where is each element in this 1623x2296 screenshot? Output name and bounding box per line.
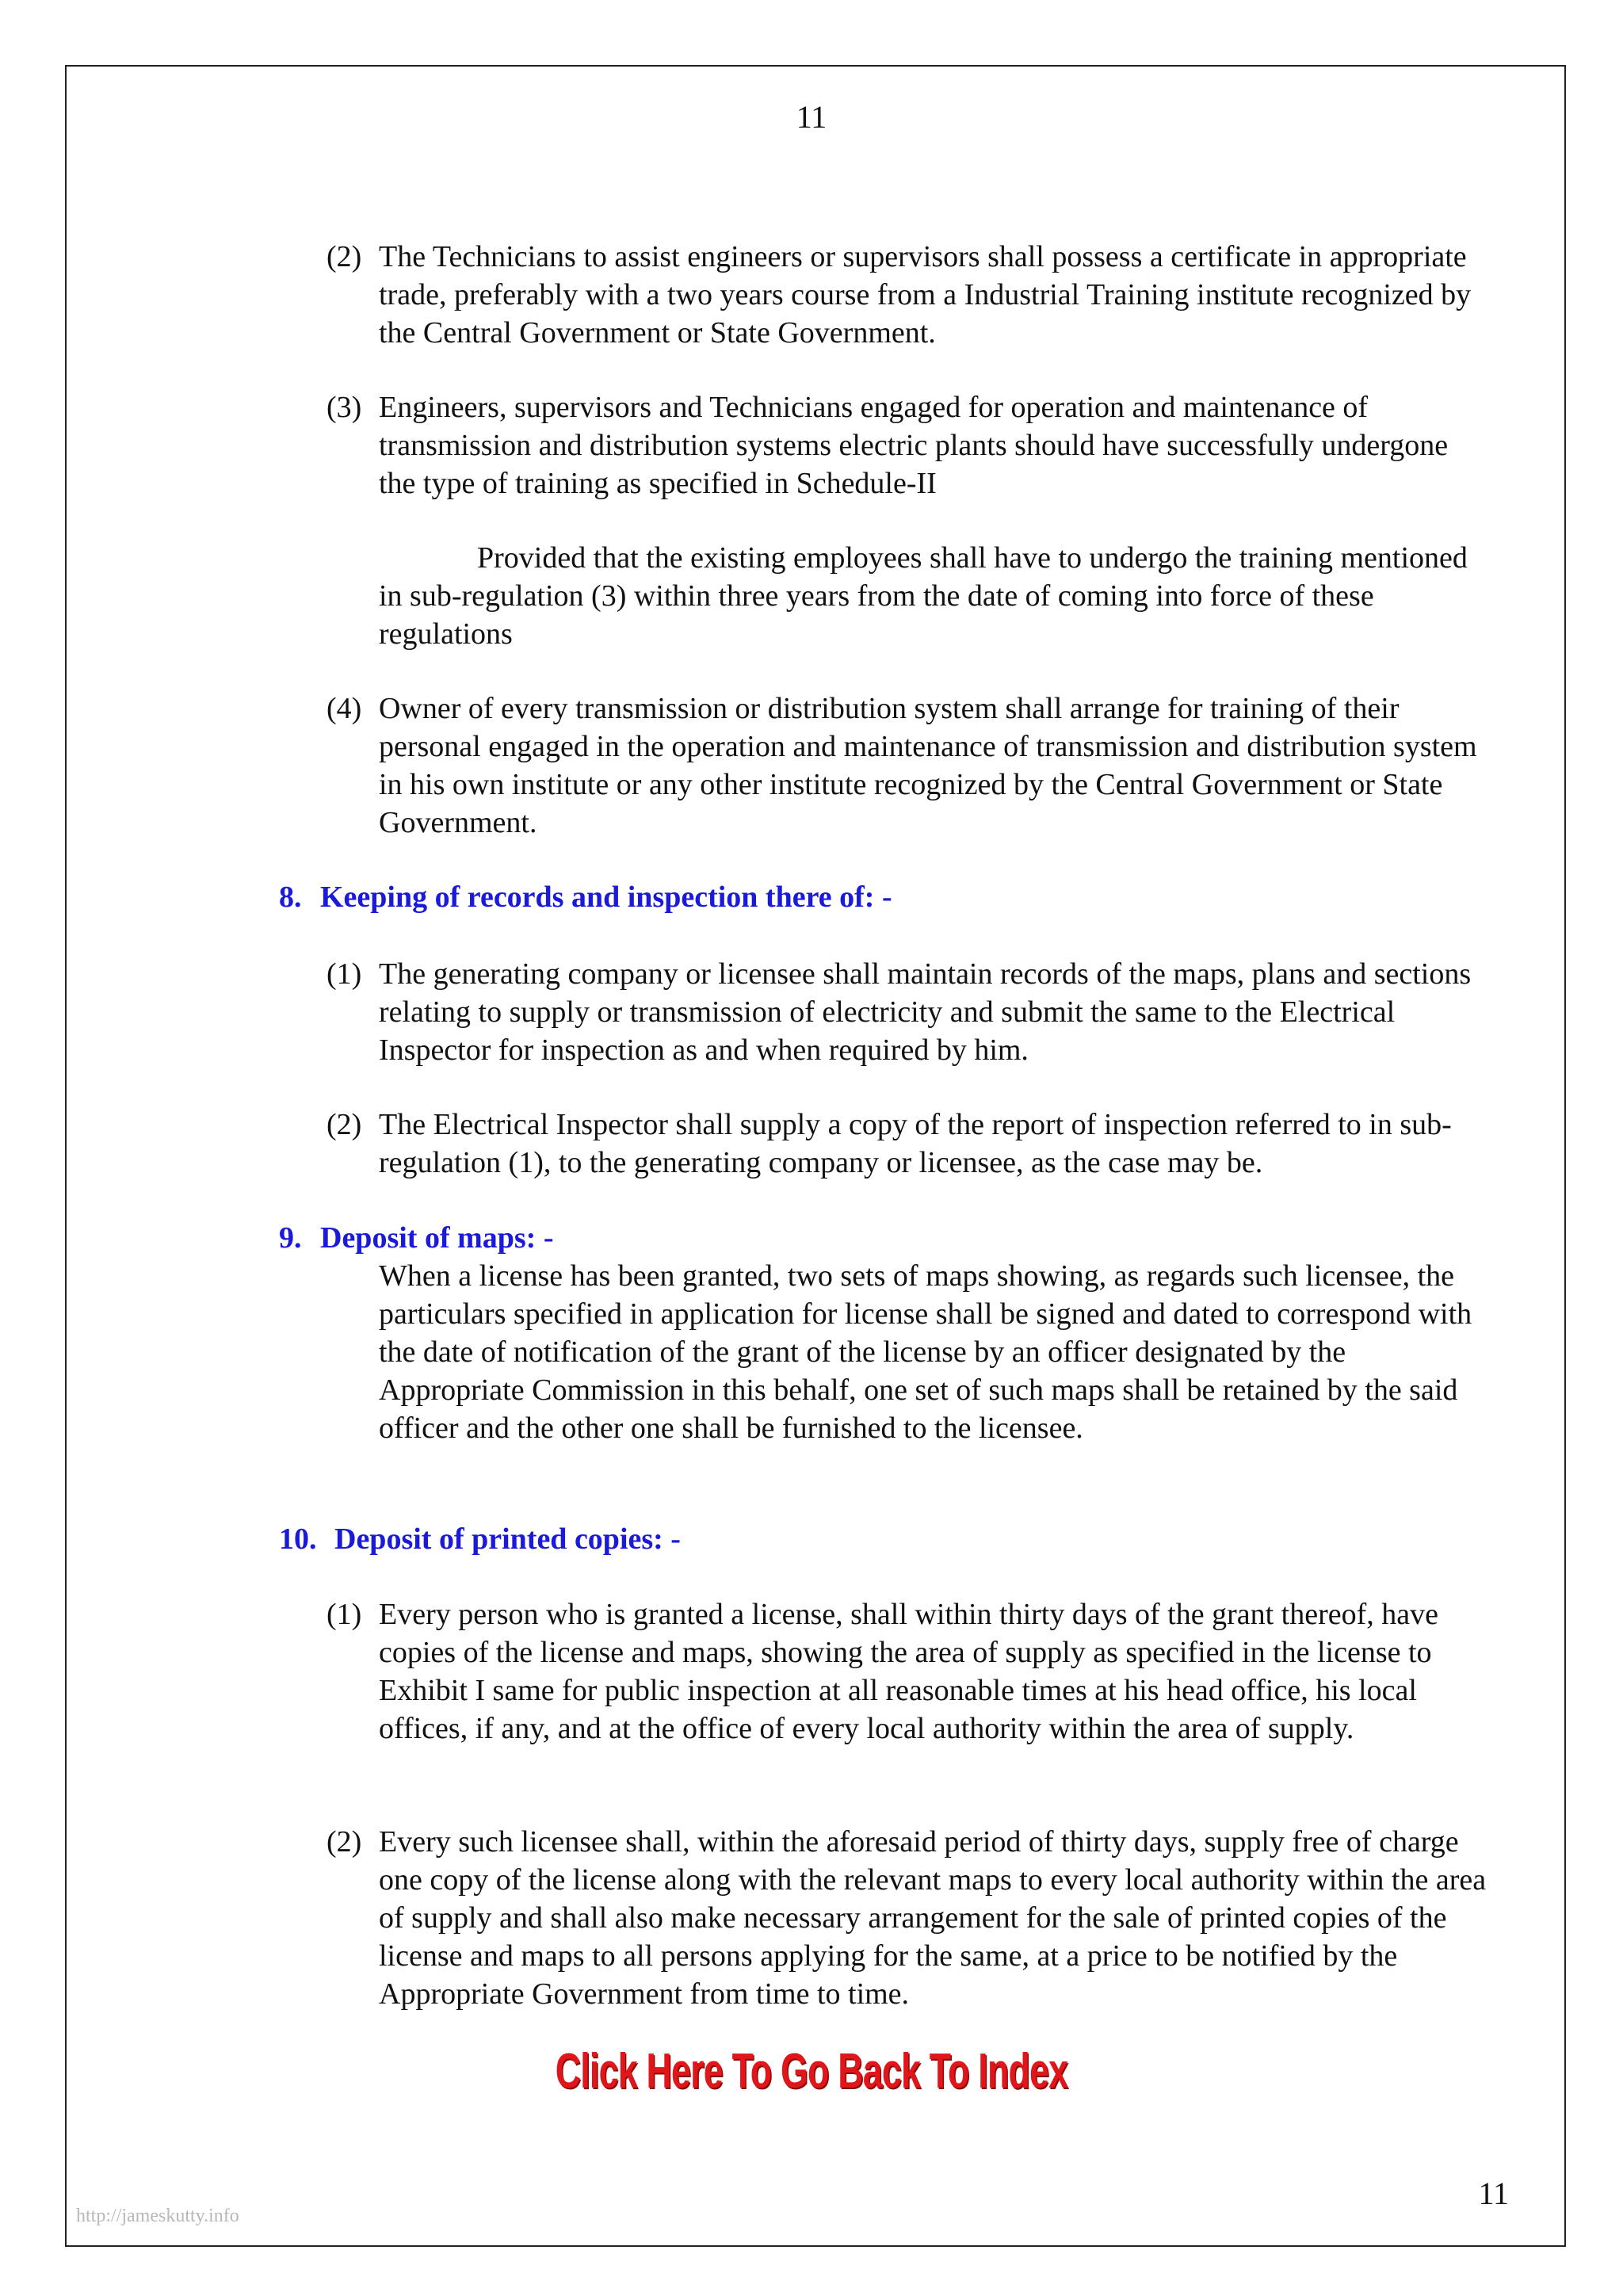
item-text: The generating company or licensee shall maintain records of the maps, plans and sections relating to supply or transmission of electricity and submit the same to the Electrical Inspector for inspection as and when required by him. <box>379 957 1472 1067</box>
item-text: Every person who is granted a license, shall within thirty days of the grant thereof, have copies of the license and maps, showing the area of supply as specified in the license to Exhibit I same for public inspection at all reasonable times at his head office, his local offices, if any, and at the office of every local authority within the area of supply. <box>379 1598 1438 1745</box>
back-to-index-link[interactable]: Click Here To Go Back To Index <box>555 2044 1068 2099</box>
sub-regulation-7-4 <box>327 690 1488 842</box>
item-number: (1) <box>327 1598 362 1631</box>
item-text: Engineers, supervisors and Technicians engaged for operation and maintenance of transmission and distribution systems electric plants should have successfully undergone the type of training as specified in Schedule-II <box>379 391 1449 500</box>
sub-regulation-10-1 <box>327 1595 1488 1748</box>
section-number: 8. <box>279 881 302 914</box>
sub-regulation-7-3 <box>327 388 1488 502</box>
sub-regulation-8-1 <box>327 955 1488 1069</box>
item-text: When a license has been granted, two sets of maps showing, as regards such licensee, the particulars specified in application for license shall be signed and dated to correspond with the date of notification of the grant of the license by an officer designated by the Appropriate Commission in this behalf, one set of such maps shall be retained by the said officer and the other one shall be furnished to the licensee. <box>379 1259 1472 1445</box>
item-text: Every such licensee shall, within the aforesaid period of thirty days, supply free of charge one copy of the license along with the relevant maps to every local authority within the area of supply and shall also make necessary arrangement for the sale of printed copies of the license and maps to all persons applying for the same, at a price to be notified by the Appropriate Government from time to time. <box>379 1825 1487 2011</box>
section-title: Deposit of maps: - <box>320 1221 554 1255</box>
item-number: (4) <box>327 692 362 725</box>
section-title: Keeping of records and inspection there of: - <box>320 881 892 914</box>
site-watermark: http://jameskutty.info <box>76 2206 239 2226</box>
page-number-top: 11 <box>796 99 827 135</box>
item-number: (2) <box>327 1825 362 1859</box>
item-number: (3) <box>327 391 362 424</box>
section-8-heading <box>279 878 892 916</box>
item-text: Provided that the existing employees shall have to undergo the training mentioned in sub-regulation (3) within three years from the date of coming into force of these regulations <box>379 541 1468 651</box>
item-number: (1) <box>327 957 362 991</box>
sub-regulation-10-2 <box>327 1823 1488 2013</box>
sub-regulation-7-2 <box>327 238 1488 352</box>
section-title: Deposit of printed copies: - <box>334 1522 681 1556</box>
item-number: (2) <box>327 240 362 273</box>
item-text: The Technicians to assist engineers or supervisors shall possess a certificate in appropriate trade, preferably with a two years course from a Industrial Training institute recognized by the Central Government or State Government. <box>379 240 1472 350</box>
section-number: 10. <box>279 1522 317 1556</box>
item-text: The Electrical Inspector shall supply a copy of the report of inspection referred to in sub-regulation (1), to the generating company or licensee, as the case may be. <box>379 1108 1452 1179</box>
proviso-paragraph <box>379 539 1488 653</box>
section-9-body <box>379 1257 1488 1447</box>
section-number: 9. <box>279 1221 302 1255</box>
section-10-heading <box>279 1520 681 1558</box>
page-number-bottom: 11 <box>1478 2176 1509 2211</box>
item-text: Owner of every transmission or distribution system shall arrange for training of their personal engaged in the operation and maintenance of transmission and distribution system in his own institute or any other institute recognized by the Central Government or State Government. <box>379 692 1477 839</box>
sub-regulation-8-2 <box>327 1106 1488 1182</box>
section-9-heading <box>279 1219 553 1257</box>
item-number: (2) <box>327 1108 362 1141</box>
